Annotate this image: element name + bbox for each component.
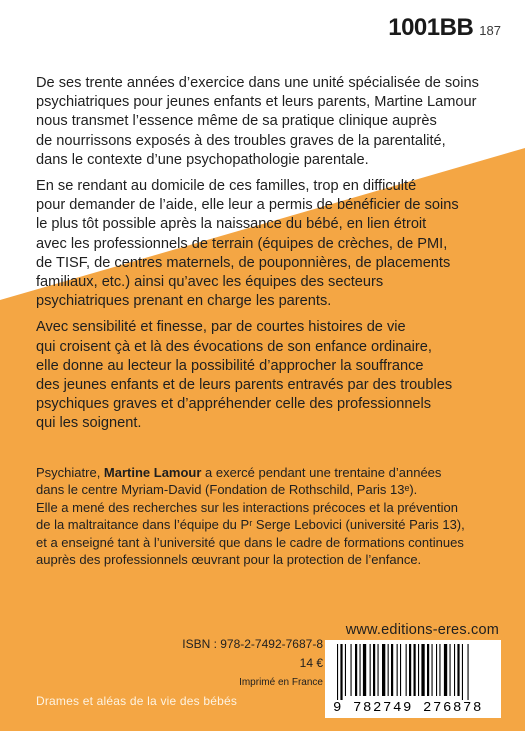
- summary-line: dans le contexte d’une psychopathologie parentale.: [36, 151, 369, 168]
- summary-paragraph-1: [36, 74, 491, 170]
- barcode-bar: [373, 644, 375, 696]
- summary-line: En se rendant au domicile de ces familles, trop en difficulté: [36, 178, 417, 195]
- series-brand: 1001BB: [388, 14, 474, 41]
- barcode-bar: [378, 644, 379, 696]
- barcode: [325, 640, 501, 718]
- author-bio-line: dans le centre Myriam-David (Fondation de Rothschild, Paris 13ᵉ).: [36, 482, 418, 498]
- author-bio-line: de la maltraitance dans l’équipe du Pʳ Serge Lebovici (université Paris 13),: [36, 517, 465, 533]
- barcode-digits: 9 782749 276878: [333, 700, 484, 716]
- barcode-bar: [406, 644, 407, 696]
- summary-line: nous transmet l’essence même de sa pratique clinique auprès: [36, 113, 437, 130]
- summary-line: pour demander de l’aide, elle leur a permis de bénéficier de soins: [36, 197, 459, 214]
- author-bio: [36, 464, 496, 568]
- barcode-bar: [382, 644, 385, 696]
- barcode-bar: [345, 644, 346, 696]
- summary-paragraph-2: [36, 177, 491, 311]
- summary-text: [36, 74, 491, 441]
- barcode-bar: [418, 644, 419, 696]
- series-number: 187: [479, 23, 501, 38]
- summary-line: de nourrissons exposés à des troubles graves de la parentalité,: [36, 132, 446, 149]
- summary-line: avec les professionnels de terrain (équipes de crèches, de PMI,: [36, 235, 448, 252]
- barcode-bar: [444, 644, 447, 696]
- barcode-bar: [414, 644, 416, 696]
- summary-line: des jeunes enfants et de leurs parents entravés par des troubles: [36, 377, 453, 394]
- summary-line: qui croisent çà et là des évocations de son enfance ordinaire,: [36, 338, 432, 355]
- author-bio-first-line: [36, 464, 496, 481]
- barcode-bar: [400, 644, 401, 696]
- author-bio-line: Elle a mené des recherches sur les interactions précoces et la prévention: [36, 499, 458, 515]
- summary-line: De ses trente années d’exercice dans une unité spécialisée de soins: [36, 75, 479, 91]
- summary-line: familiaux, etc.) ainsi qu’avec les équipes des secteurs: [36, 274, 384, 291]
- author-name: Martine Lamour: [103, 465, 202, 480]
- barcode-bar: [370, 644, 371, 696]
- barcode-bar: [388, 644, 389, 696]
- collection-title: Drames et aléas de la vie des bébés: [36, 694, 238, 708]
- barcode-bar: [450, 644, 451, 696]
- barcode-bar: [462, 644, 463, 700]
- summary-line: Avec sensibilité et finesse, par de courtes histoires de vie: [36, 319, 406, 336]
- barcode-bar: [468, 644, 469, 700]
- barcode-bar: [409, 644, 411, 696]
- barcode-bar: [340, 644, 342, 700]
- barcode-bar: [363, 644, 366, 696]
- isbn: ISBN : 978-2-7492-7687-8: [182, 637, 323, 651]
- barcode-bar: [427, 644, 429, 696]
- barcode-bar: [454, 644, 455, 696]
- summary-line: psychiatriques pour jeunes enfants et leurs parents, Martine Lamour: [36, 94, 477, 111]
- summary-line: psychiatriques prenant en charge les parents.: [36, 293, 332, 310]
- author-bio-rest: a exercé pendant une trentaine d’années: [201, 465, 442, 480]
- barcode-bar: [457, 644, 459, 696]
- author-bio-line: et a enseigné tant à l’université que dans le cadre de formations continues: [36, 534, 464, 550]
- summary-line: le plus tôt possible après la naissance du bébé, en lien étroit: [36, 216, 427, 233]
- author-bio-line: auprès des professionnels œuvrant pour la protection de l’enfance.: [36, 552, 422, 568]
- barcode-bar: [397, 644, 398, 696]
- summary-line: elle donne au lecteur la possibilité d’approcher la souffrance: [36, 357, 424, 374]
- author-bio-prefix: Psychiatre,: [36, 465, 104, 480]
- barcode-bar: [432, 644, 433, 696]
- summary-paragraph-3: [36, 318, 491, 433]
- summary-line: qui les soignent.: [36, 415, 142, 432]
- isbn-block: [182, 636, 323, 690]
- barcode-bar: [391, 644, 393, 696]
- price: 14 €: [299, 656, 323, 670]
- barcode-bar: [355, 644, 357, 696]
- barcode-bar: [436, 644, 437, 696]
- barcode-bar: [360, 644, 361, 696]
- summary-line: de TISF, de centres maternels, de pouponnières, de placements: [36, 254, 451, 271]
- summary-line: psychiques graves et d’appréhender celle des professionnels: [36, 396, 432, 413]
- barcode-bars: [333, 644, 493, 700]
- barcode-bar: [439, 644, 440, 696]
- printed-in: Imprimé en France: [239, 677, 323, 688]
- series-logo: [388, 14, 501, 42]
- barcode-bar: [421, 644, 424, 696]
- barcode-bar: [351, 644, 352, 696]
- barcode-bar: [337, 644, 338, 700]
- publisher-website: www.editions-eres.com: [345, 622, 499, 638]
